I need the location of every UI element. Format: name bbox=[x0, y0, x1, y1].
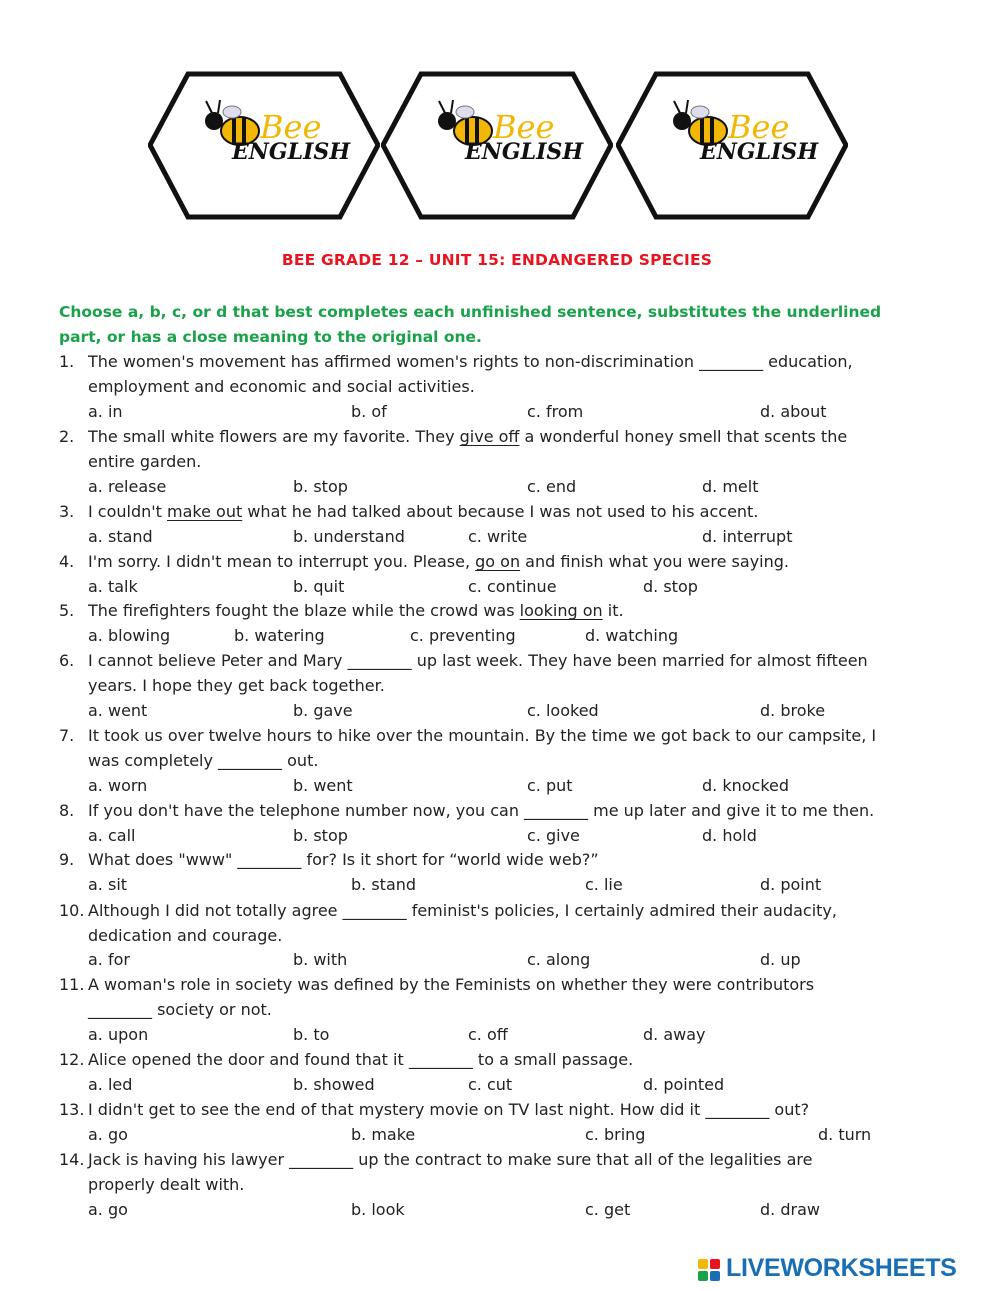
option-a[interactable]: a. worn bbox=[88, 776, 148, 795]
question-number: 14. bbox=[59, 1150, 85, 1169]
option-c[interactable]: c. looked bbox=[527, 701, 599, 720]
svg-text:ENGLISH: ENGLISH bbox=[232, 139, 351, 165]
instruction-line-2: part, or has a close meaning to the original one. bbox=[59, 328, 482, 346]
option-d[interactable]: d. knocked bbox=[702, 776, 790, 795]
option-b[interactable]: b. understand bbox=[293, 527, 405, 546]
option-b[interactable]: b. make bbox=[351, 1125, 416, 1144]
option-d[interactable]: d. point bbox=[760, 875, 822, 894]
question-number: 6. bbox=[59, 651, 75, 670]
bee-english-logo-1 bbox=[148, 68, 378, 223]
option-a[interactable]: a. stand bbox=[88, 527, 153, 546]
question-text-line-2: ________ society or not. bbox=[88, 1000, 272, 1019]
option-d[interactable]: d. away bbox=[643, 1025, 706, 1044]
option-a[interactable]: a. for bbox=[88, 950, 130, 969]
option-b[interactable]: b. stop bbox=[293, 826, 348, 845]
question-number: 13. bbox=[59, 1100, 85, 1119]
option-c[interactable]: c. off bbox=[468, 1025, 508, 1044]
option-d[interactable]: d. pointed bbox=[643, 1075, 725, 1094]
underlined-phrase: make out bbox=[167, 502, 243, 521]
option-d[interactable]: d. stop bbox=[643, 577, 698, 596]
option-c[interactable]: c. lie bbox=[585, 875, 623, 894]
svg-text:Bee: Bee bbox=[493, 108, 555, 146]
svg-text:Bee: Bee bbox=[260, 108, 322, 146]
option-c[interactable]: c. put bbox=[527, 776, 573, 795]
option-b[interactable]: b. to bbox=[293, 1025, 330, 1044]
question-number: 3. bbox=[59, 502, 75, 521]
underlined-phrase: looking on bbox=[519, 601, 603, 620]
question-text: It took us over twelve hours to hike over the mountain. By the time we got back to our campsite, I bbox=[88, 726, 877, 745]
option-c[interactable]: c. preventing bbox=[410, 626, 516, 645]
question-text: The small white flowers are my favorite. They give off a wonderful honey smell that scents the bbox=[88, 427, 848, 446]
option-b[interactable]: b. stop bbox=[293, 477, 348, 496]
option-c[interactable]: c. cut bbox=[468, 1075, 513, 1094]
option-b[interactable]: b. with bbox=[293, 950, 348, 969]
question-text: I didn't get to see the end of that mystery movie on TV last night. How did it ________ out? bbox=[88, 1100, 810, 1119]
option-a[interactable]: a. in bbox=[88, 402, 123, 421]
option-c[interactable]: c. from bbox=[527, 402, 584, 421]
instruction-line-1: Choose a, b, c, or d that best completes each unfinished sentence, substitutes the underlined bbox=[59, 303, 882, 321]
option-d[interactable]: d. interrupt bbox=[702, 527, 793, 546]
liveworksheets-wordmark: LIVEWORKSHEETS bbox=[726, 1254, 957, 1282]
option-c[interactable]: c. along bbox=[527, 950, 591, 969]
option-b[interactable]: b. quit bbox=[293, 577, 345, 596]
option-c[interactable]: c. write bbox=[468, 527, 528, 546]
svg-text:Bee: Bee bbox=[728, 108, 790, 146]
underlined-phrase: go on bbox=[475, 552, 521, 571]
option-a[interactable]: a. go bbox=[88, 1200, 128, 1219]
question-number: 4. bbox=[59, 552, 75, 571]
option-c[interactable]: c. bring bbox=[585, 1125, 646, 1144]
question-text-line-2: dedication and courage. bbox=[88, 926, 283, 945]
option-d[interactable]: d. watching bbox=[585, 626, 679, 645]
question-text-line-2: years. I hope they get back together. bbox=[88, 676, 385, 695]
question-text-line-2: employment and economic and social activities. bbox=[88, 377, 475, 396]
option-b[interactable]: b. look bbox=[351, 1200, 405, 1219]
question-number: 2. bbox=[59, 427, 75, 446]
question-text: The firefighters fought the blaze while the crowd was looking on it. bbox=[88, 601, 624, 620]
svg-text:ENGLISH: ENGLISH bbox=[700, 139, 819, 165]
question-text: The women's movement has affirmed women's rights to non-discrimination ________ education, bbox=[88, 352, 853, 371]
option-a[interactable]: a. sit bbox=[88, 875, 128, 894]
question-number: 1. bbox=[59, 352, 75, 371]
question-text: I cannot believe Peter and Mary ________ up last week. They have been married for almost fifteen bbox=[88, 651, 868, 670]
option-b[interactable]: b. showed bbox=[293, 1075, 375, 1094]
option-a[interactable]: a. release bbox=[88, 477, 167, 496]
option-d[interactable]: d. up bbox=[760, 950, 801, 969]
option-a[interactable]: a. talk bbox=[88, 577, 138, 596]
liveworksheets-icon bbox=[698, 1259, 720, 1281]
option-a[interactable]: a. call bbox=[88, 826, 136, 845]
liveworksheets-brand[interactable] bbox=[698, 1254, 998, 1286]
question-text: If you don't have the telephone number now, you can ________ me up later and give it to me then. bbox=[88, 801, 875, 820]
option-d[interactable]: d. melt bbox=[702, 477, 759, 496]
option-c[interactable]: c. give bbox=[527, 826, 580, 845]
logo-row bbox=[0, 68, 1000, 223]
option-d[interactable]: d. hold bbox=[702, 826, 757, 845]
question-text: What does "www" ________ for? Is it short for “world wide web?” bbox=[88, 850, 599, 869]
question-number: 10. bbox=[59, 901, 85, 920]
option-b[interactable]: b. stand bbox=[351, 875, 417, 894]
question-text: A woman's role in society was defined by the Feminists on whether they were contributors bbox=[88, 975, 815, 994]
option-a[interactable]: a. go bbox=[88, 1125, 128, 1144]
option-a[interactable]: a. upon bbox=[88, 1025, 149, 1044]
underlined-phrase: give off bbox=[459, 427, 520, 446]
option-c[interactable]: c. end bbox=[527, 477, 577, 496]
question-number: 12. bbox=[59, 1050, 85, 1069]
question-number: 8. bbox=[59, 801, 75, 820]
svg-text:ENGLISH: ENGLISH bbox=[465, 139, 584, 165]
instructions bbox=[59, 300, 939, 350]
option-c[interactable]: c. continue bbox=[468, 577, 557, 596]
bee-english-logo-2 bbox=[381, 68, 611, 223]
question-text: I couldn't make out what he had talked about because I was not used to his accent. bbox=[88, 502, 759, 521]
question-number: 11. bbox=[59, 975, 85, 994]
option-d[interactable]: d. broke bbox=[760, 701, 826, 720]
question-number: 7. bbox=[59, 726, 75, 745]
question-text-line-2: was completely ________ out. bbox=[88, 751, 319, 770]
option-b[interactable]: b. watering bbox=[234, 626, 325, 645]
option-a[interactable]: a. led bbox=[88, 1075, 133, 1094]
worksheet-title: BEE GRADE 12 – UNIT 15: ENDANGERED SPECIES bbox=[281, 251, 713, 269]
question-number: 9. bbox=[59, 850, 75, 869]
question-text: Although I did not totally agree ________ feminist's policies, I certainly admired their audacity, bbox=[88, 901, 837, 920]
option-d[interactable]: d. about bbox=[760, 402, 827, 421]
option-b[interactable]: b. of bbox=[351, 402, 387, 421]
question-text: Jack is having his lawyer ________ up the contract to make sure that all of the legalities are bbox=[88, 1150, 813, 1169]
option-c[interactable]: c. get bbox=[585, 1200, 631, 1219]
question-text-line-2: properly dealt with. bbox=[88, 1175, 245, 1194]
option-a[interactable]: a. blowing bbox=[88, 626, 171, 645]
bee-english-logo-3 bbox=[616, 68, 846, 223]
option-b[interactable]: b. went bbox=[293, 776, 353, 795]
option-b[interactable]: b. gave bbox=[293, 701, 353, 720]
question-number: 5. bbox=[59, 601, 75, 620]
question-text: Alice opened the door and found that it ________ to a small passage. bbox=[88, 1050, 634, 1069]
question-text-line-2: entire garden. bbox=[88, 452, 202, 471]
option-d[interactable]: d. draw bbox=[760, 1200, 820, 1219]
question-text: I'm sorry. I didn't mean to interrupt you. Please, go on and finish what you were saying. bbox=[88, 552, 789, 571]
option-d[interactable]: d. turn bbox=[818, 1125, 872, 1144]
option-a[interactable]: a. went bbox=[88, 701, 148, 720]
